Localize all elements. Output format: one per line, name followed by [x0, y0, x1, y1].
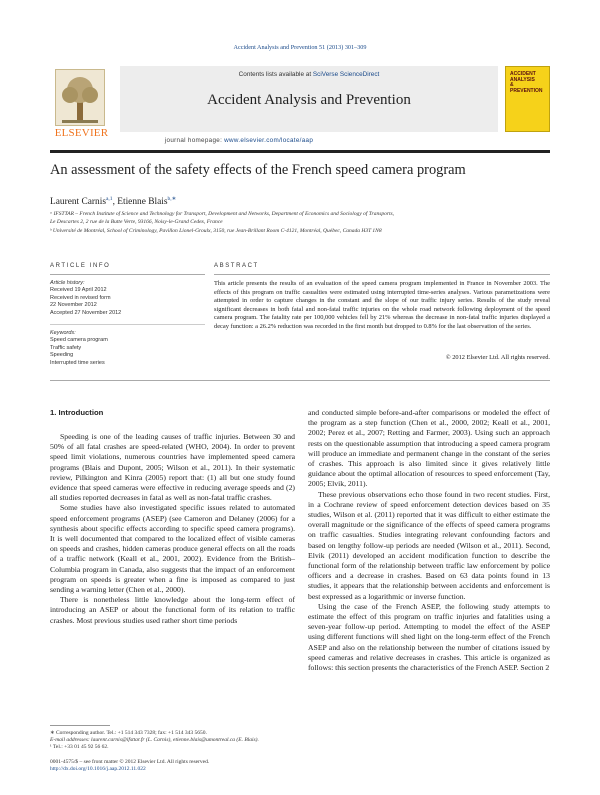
info-rule [50, 274, 205, 275]
homepage-link[interactable]: www.elsevier.com/locate/aap [224, 137, 314, 144]
publisher-name: ELSEVIER [54, 127, 109, 139]
abstract-heading: ABSTRACT [214, 263, 259, 269]
history-entry: 22 November 2012 [50, 302, 97, 309]
cover-line: PREVENTION [510, 87, 543, 94]
paragraph: These previous observations echo those found in two recent studies. First, in a Cochrane review of speed enforcement detection devices based on 35 studies, Wilson et al. (2011) reported that it was difficult to either estimate the overall magnitude or the significance of the effects of speed camera programs on traffic casualties. Studies integrating relevant confounding factors and based on lengthy follow-up periods are needed (Wilson et al., 2011). Second, Elvik (2011) developed an accident modification function to describe the functional form of the relationship between traffic law enforcement by police officers and a decrease in crashes. Based on 63 data points found in 13 studies, it appears that the relationship between accidents and enforcement is best expressed as a logarithmic or inverse function. [308, 489, 550, 601]
contents-prefix: Contents lists available at [238, 71, 313, 78]
keyword: Speed camera program [50, 337, 108, 344]
paragraph: Some studies have also investigated specific issues related to automated speed enforcement programs (ASEP) (see Cameron and Delaney (2006) for a synthesis about specific effects according to specific speed camera programs). It is well documented that compared to the localized effect of visible cameras on speeds and crashes, hidden cameras produce general effects on all the roads of a traffic network (Keall et al., 2001, 2002). Evidence from the British–Columbia program in Canada, also suggests that the impact of an enforcement program on speeds is greater when a fine is imposed as compared to just sending a warning letter (Chen et al., 2000). [50, 503, 295, 595]
homepage-prefix: journal homepage: [164, 137, 225, 144]
abstract-bottom-rule [50, 380, 550, 381]
affiliation: ᵃ IFSTTAR – French Institute of Science and Technology for Transport, Development and Networks, Department of Economics and Sociology of Transports, [50, 211, 395, 217]
article-title: An assessment of the safety effects of the French speed camera program [50, 162, 466, 178]
footnote: ¹ Tel.: +33 01 45 92 56 62. [50, 744, 109, 751]
cover-line: ANALYSIS [510, 76, 535, 83]
author-marks[interactable]: b,∗ [167, 196, 177, 202]
keyword: Interrupted time series [50, 359, 105, 366]
elsevier-logo [50, 66, 113, 148]
footnote: E-mail addresses: laurent.carnis@ifsttar.fr (L. Carnis), etienne.blais@umontreal.ca (E. Blais). [50, 737, 259, 744]
history-entry: Received in revised form [50, 294, 111, 301]
right-column [308, 408, 550, 673]
abstract-rule [214, 274, 550, 275]
keywords [50, 330, 205, 367]
journal-masthead [50, 66, 550, 148]
paragraph: Using the case of the French ASEP, the following study attempts to estimate the effect of this program on traffic injuries and fatalities using a seven-year follow-up period. Attempting to model the effect of the ASEP using different functions will shed light on the long-term effect of the French ASEP and also on the relationship between the number of citations issued by speed cameras and relative decreases in crashes. This article is organized as follows: this section presents the characteristics of the French ASEP. Section 2 [308, 601, 550, 673]
sciencedirect-link[interactable]: SciVerse ScienceDirect [312, 71, 380, 78]
elsevier-tree-icon [55, 69, 105, 126]
keyword: Speeding [50, 352, 74, 359]
contents-line [120, 71, 498, 78]
author-name: Laurent Carnis [50, 197, 106, 208]
cover-line: ACCIDENT [510, 71, 536, 77]
left-column [50, 408, 295, 626]
front-matter [50, 759, 295, 773]
copyright: © 2012 Elsevier Ltd. All rights reserved. [445, 354, 550, 361]
abstract-text: This article presents the results of an evaluation of the speed camera program implemented in France in November 2003. The effects of this program on traffic casualties were estimated using interrupted time-series analyses. Various parametizations were attempted in order to capture changes in the constant and the slope of our traffic injury series. Results of the study reveal significant decreases in both fatal and non-fatal traffic injuries on the whole road network following deployment of the speed camera program. The fatality rate per 100,000 vehicles fell by 21% whereas the decrease in non-fatal traffic injuries displayed a decay function: a 26.2% reduction was recorded in the first month but dropped to 0.8% for the last observation of the series. [214, 280, 550, 330]
journal-title: Accident Analysis and Prevention [207, 92, 411, 108]
journal-cover-thumbnail [505, 66, 550, 132]
author-name: Etienne Blais [117, 197, 168, 208]
section-heading: 1. Introduction [50, 408, 104, 417]
footnote-rule [50, 725, 110, 726]
footnotes [50, 730, 295, 752]
history-label: Article history: [50, 280, 85, 286]
info-divider [50, 324, 205, 325]
affiliation: Le Descartes 2, 2 rue de la Butte Verte, 93166, Noisy-le-Grand Cedex, France [50, 219, 223, 225]
cover-line: & [510, 82, 514, 88]
affiliation: ᵇ Université de Montréal, School of Criminology, Pavillon Lionel-Groulx, 3150, rue Jean-Brillant Room C-4121, Montréal, Québec, Canada H3T 1N8 [50, 228, 382, 234]
author-separator: , [112, 197, 118, 208]
history-entry: Accepted 27 November 2012 [50, 309, 122, 316]
issn-line: 0001-4575/$ – see front matter © 2012 Elsevier Ltd. All rights reserved. [50, 759, 210, 765]
article-history [50, 280, 205, 317]
article-info-heading: ARTICLE INFO [50, 263, 111, 269]
paragraph: and conducted simple before-and-after comparisons or modeled the effect of the program as a step function (Chen et al., 2000, 2002; Keall et al., 2001, 2002; Perez et al., 2007; Retting and Farmer, 2003). Using such an approach rests on the questionable assumption that introducing a speed camera program will produce an immediate and permanent change in the constant of the series of crashes. This approach is also limited since it gives relatively little guidance about the optimal allocation of resources to speed enforcement (Tay, 2005; Elvik, 2011). [308, 408, 550, 489]
footnote: ∗ Corresponding author. Tel.: +1 514 343 7328; fax: +1 514 343 5650. [50, 730, 207, 736]
author-marks[interactable]: a,1 [105, 196, 113, 202]
journal-homepage [50, 137, 428, 144]
masthead-rule [50, 150, 550, 153]
author-list [50, 196, 550, 207]
citation-line: Accident Analysis and Prevention 51 (2013) 301–309 [233, 44, 367, 51]
journal-banner [120, 66, 498, 132]
keyword: Traffic safety [50, 344, 82, 351]
cover-text [510, 72, 543, 94]
doi-link[interactable]: http://dx.doi.org/10.1016/j.aap.2012.11.022 [50, 766, 146, 773]
paragraph: Speeding is one of the leading causes of traffic injuries. Between 30 and 50% of all fatal crashes are speed-related (WHO, 2004). In order to prevent speed limit violations, numerous countries have implemented speed camera programs (Blais and Dupont, 2005; Wilson et al., 2011). In their systematic review, Pilkington and Kinra (2005) report that: (1) all but one study found evidence that speed cameras were effective in reducing average speeds and (2) all studies reported decreases in fatal as well as non-fatal traffic crashes. [50, 432, 295, 503]
history-entry: Received 19 April 2012 [50, 287, 107, 294]
paragraph: There is nonetheless little knowledge about the long-term effect of introducing an ASEP or about the functional form of its relation to traffic crashes. Most previous studies used rather short time periods [50, 595, 295, 625]
keywords-label: Keywords: [50, 330, 76, 336]
